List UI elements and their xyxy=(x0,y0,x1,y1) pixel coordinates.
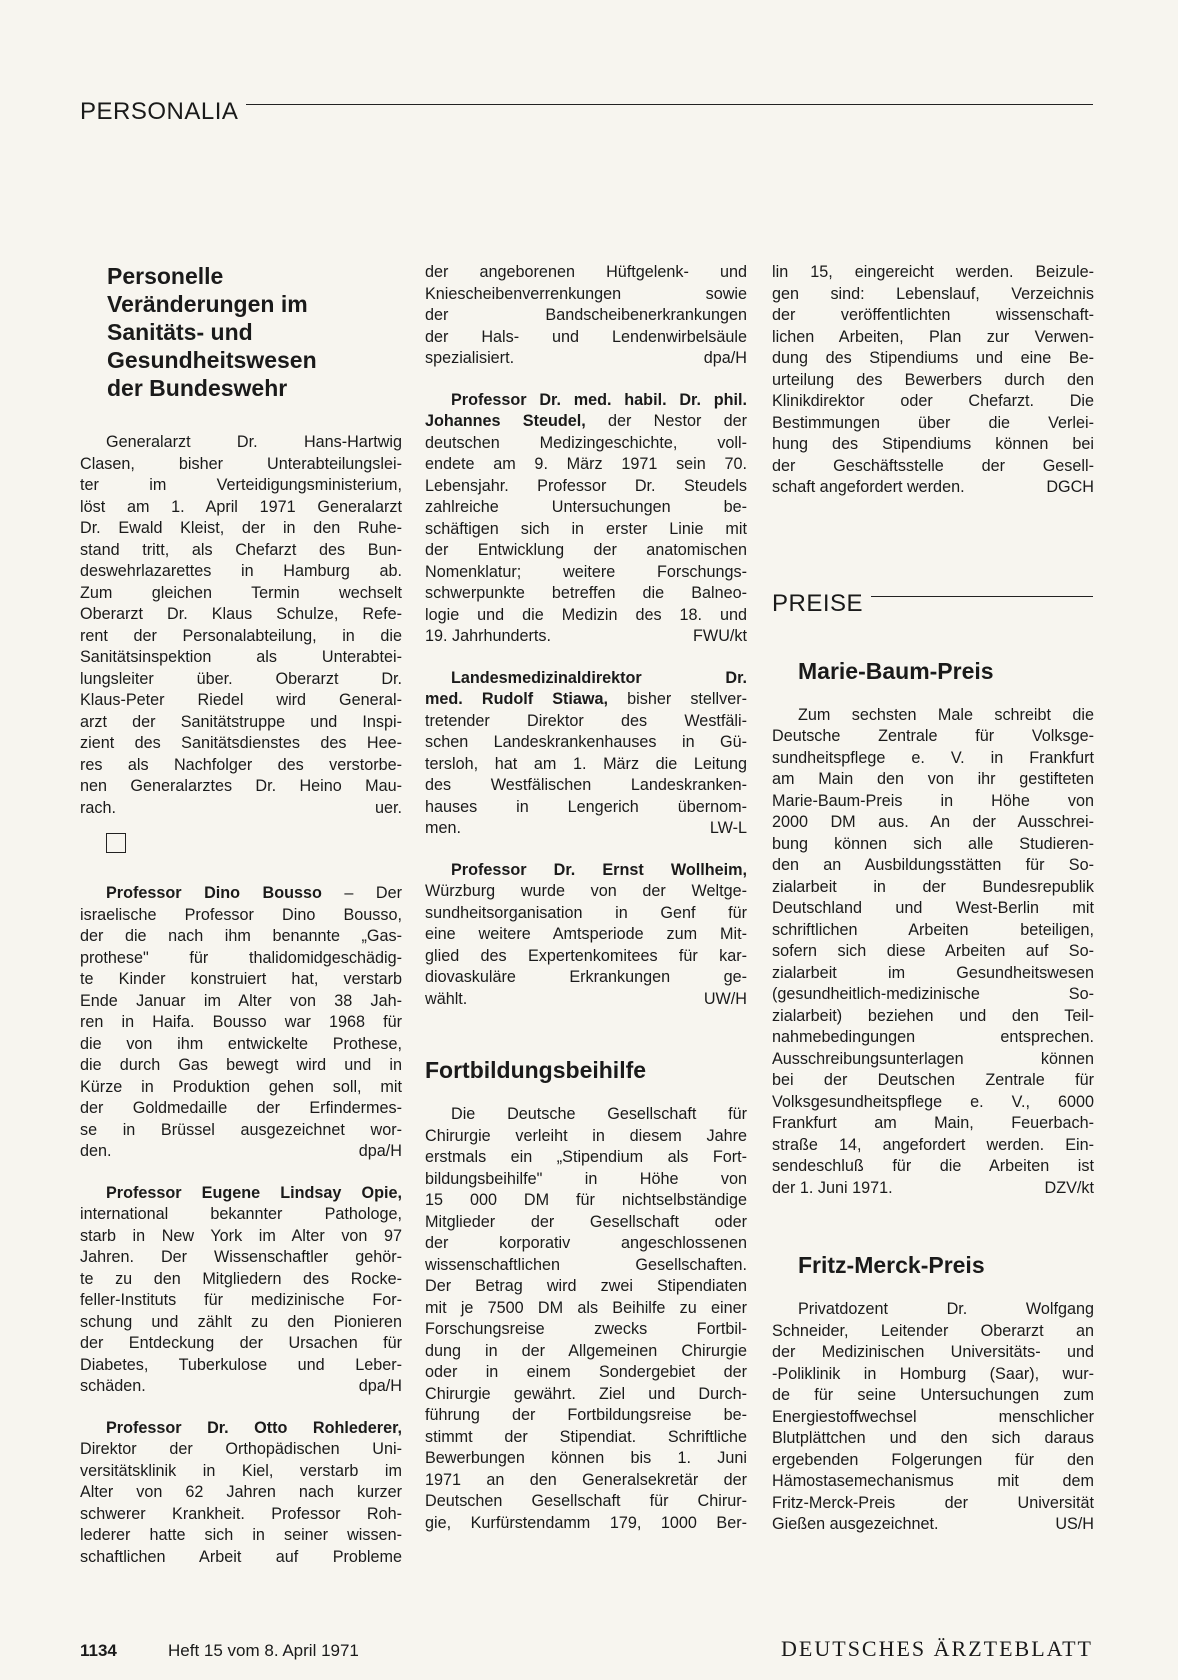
text-line: schwerpunkte betreffen die Balneo- xyxy=(425,584,747,602)
text-line: Nomenklatur; weitere Forschungs- xyxy=(425,562,747,581)
text-line xyxy=(425,668,747,690)
text-line: Forschungsreise zwecks Fortbil- xyxy=(425,1320,747,1338)
text-line: Chirurgie gewährt. Ziel und Durch- xyxy=(425,1384,747,1403)
article-steudel xyxy=(425,390,747,648)
heading-line: Personelle xyxy=(107,263,224,289)
text-line: sundheitsorganisation in Genf für xyxy=(425,903,747,922)
text-line: Frankfurt am Main, Feuerbach- xyxy=(772,1114,1094,1132)
article-fortbildungsbeihilfe-cont xyxy=(772,262,1094,499)
text-line: 2000 DM aus. An der Ausschrei- xyxy=(772,813,1094,831)
text-line: Schneider, Leitender Oberarzt an xyxy=(772,1321,1094,1340)
last-line xyxy=(772,1178,1094,1200)
text-line: Blutplättchen und den sich daraus xyxy=(772,1429,1094,1447)
issue-info: Heft 15 vom 8. April 1971 xyxy=(168,1641,359,1660)
text-line: wählt. xyxy=(425,989,468,1008)
text-line: Sanitätsinspektion als Unterabtei- xyxy=(80,648,402,666)
person-name: Johannes Steudel, xyxy=(425,412,586,430)
text-line: Volksgesundheitspflege e. V., 6000 xyxy=(772,1092,1094,1111)
text-line xyxy=(80,1183,402,1205)
article-marie-baum-preis xyxy=(772,657,1094,1200)
text-line: oder in einem Sondergebiet der xyxy=(425,1363,747,1381)
text-line: Hämostasemechanismus mit dem xyxy=(772,1472,1094,1490)
article-opie xyxy=(80,1183,402,1398)
article-bundeswehr xyxy=(80,262,402,819)
text-line: hauses in Lengerich übernom- xyxy=(425,797,747,816)
section-title: PERSONALIA xyxy=(80,98,239,125)
article-heading xyxy=(107,262,402,402)
person-name: Professor Dr. med. habil. Dr. phil. xyxy=(451,390,747,409)
person-name: Professor Dr. Otto Rohlederer, xyxy=(106,1418,402,1437)
text-line: de für seine Untersuchungen zum xyxy=(772,1386,1094,1404)
article-bousso xyxy=(80,883,402,1163)
text-line: Oberarzt Dr. Klaus Schulze, Refe- xyxy=(80,605,402,623)
text-line: Lebensjahr. Professor Dr. Steudels xyxy=(425,476,747,495)
last-line xyxy=(425,818,747,840)
section-header-personalia xyxy=(80,100,1093,124)
text-line: Deutsche Zentrale für Volksge- xyxy=(772,727,1094,745)
text-line: hung des Stipendiums können bei xyxy=(772,435,1094,453)
text-line: den an Ausbildungsstätten für So- xyxy=(772,856,1094,874)
text-fragment: der Nestor der xyxy=(585,412,747,430)
text-line: men. xyxy=(425,819,461,837)
text-line: te Kinder konstruiert hat, verstarb xyxy=(80,970,402,988)
text-line: zahlreiche Untersuchungen be- xyxy=(425,498,747,516)
text-line: Ende Januar im Alter von 38 Jah- xyxy=(80,991,402,1010)
text-line: nen Generalarztes Dr. Heino Mau- xyxy=(80,777,402,795)
text-line: diovaskuläre Erkrankungen ge- xyxy=(425,968,747,986)
source-tag: UW/H xyxy=(703,989,747,1008)
text-line xyxy=(425,390,747,412)
text-line: Klaus-Peter Riedel wird General- xyxy=(80,691,402,709)
text-line: schen Landeskrankenhauses in Gü- xyxy=(425,733,747,751)
text-line: Zum gleichen Termin wechselt xyxy=(80,583,402,602)
heading-line: Gesundheitswesen xyxy=(107,347,317,373)
text-line: Energiestoffwechsel menschlicher xyxy=(772,1407,1094,1426)
text-line: des Westfälischen Landeskranken- xyxy=(425,776,747,794)
heading-line: Veränderungen im xyxy=(107,291,308,317)
text-line: 1971 an den Generalsekretär der xyxy=(425,1470,747,1489)
last-line xyxy=(425,626,747,648)
text-line: der Bandscheibenerkrankungen xyxy=(425,306,747,324)
text-line: Chirurgie verleiht in diesem Jahre xyxy=(425,1126,747,1145)
text-line: schung und zählt zu den Pionieren xyxy=(80,1312,402,1331)
text-line: stand tritt, als Chefarzt des Bun- xyxy=(80,540,402,559)
section-rule xyxy=(871,596,1093,597)
text-line: am Main den von ihr gestifteten xyxy=(772,770,1094,788)
text-line: starb in New York im Alter von 97 xyxy=(80,1226,402,1245)
text-line: der Medizinischen Universitäts- und xyxy=(772,1343,1094,1361)
text-line: eine weitere Amtsperiode zum Mit- xyxy=(425,925,747,943)
text-line: schaft angefordert werden. xyxy=(772,478,965,496)
text-line: erstmals ein „Stipendium als Fort- xyxy=(425,1148,747,1166)
text-line: Privatdozent Dr. Wolfgang xyxy=(798,1300,1094,1318)
page-footer xyxy=(80,1636,1093,1662)
text-line xyxy=(425,860,747,882)
last-line xyxy=(80,798,402,820)
text-line: Kürze in Produktion gehen soll, mit xyxy=(80,1077,402,1096)
article-rohlederer-cont xyxy=(425,262,747,370)
text-line: Clasen, bisher Unterabteilungslei- xyxy=(80,454,402,473)
text-line: straße 14, angefordert werden. Ein- xyxy=(772,1135,1094,1154)
text-line xyxy=(80,883,402,905)
text-line: der Goldmedaille der Erfindermes- xyxy=(80,1099,402,1117)
text-line: zialarbeit im Gesundheitswesen xyxy=(772,963,1094,982)
text-line: rach. xyxy=(80,798,116,817)
person-name: Landesmedizinaldirektor Dr. xyxy=(451,668,747,687)
text-line: die von ihm entwickelte Prothese, xyxy=(80,1034,402,1053)
text-line: ren in Haifa. Bousso war 1968 für xyxy=(80,1013,402,1031)
article-fortbildungsbeihilfe xyxy=(425,1056,747,1534)
text-line: Deutschen Gesellschaft für Chirur- xyxy=(425,1492,747,1510)
last-line xyxy=(425,989,747,1011)
text-line: der Entdeckung der Ursachen für xyxy=(80,1334,402,1352)
text-line: lederer hatte sich in seiner wissen- xyxy=(80,1526,402,1544)
text-line: gie, Kurfürstendamm 179, 1000 Ber- xyxy=(425,1513,747,1532)
text-line: Bewerbungen können bis 1. Juni xyxy=(425,1449,747,1467)
text-line: zialarbeit in der Bundesrepublik xyxy=(772,877,1094,896)
text-line: te zu den Mitgliedern des Rocke- xyxy=(80,1269,402,1288)
text-line: deutschen Medizingeschichte, voll- xyxy=(425,433,747,452)
text-line: Bestimmungen über die Verlei- xyxy=(772,413,1094,432)
article-rohlederer xyxy=(80,1418,402,1569)
text-line: schäftigen sich in erster Linie mit xyxy=(425,519,747,538)
text-line: Jahren. Der Wissenschaftler gehör- xyxy=(80,1248,402,1266)
text-line: feller-Instituts für medizinische For- xyxy=(80,1291,402,1309)
text-line: nahmebedingungen entsprechen. xyxy=(772,1028,1094,1046)
heading-line: Sanitäts- und xyxy=(107,319,253,345)
text-line: stimmt der Stipendiat. Schriftliche xyxy=(425,1427,747,1446)
column-2 xyxy=(425,262,747,1534)
text-line: den. xyxy=(80,1142,112,1160)
article-wollheim xyxy=(425,860,747,1011)
page-number: 1134 xyxy=(80,1641,117,1660)
journal-title: DEUTSCHES ÄRZTEBLATT xyxy=(781,1636,1093,1661)
text-line: res als Nachfolger des verstorbe- xyxy=(80,755,402,774)
text-line: der die nach ihm benannte „Gas- xyxy=(80,927,402,945)
text-line: Zum sechsten Male schreibt die xyxy=(798,705,1094,724)
text-line: Der Betrag wird zwei Stipendiaten xyxy=(425,1277,747,1295)
text-line: die durch Gas bewegt wird und in xyxy=(80,1056,402,1074)
text-line: lichen Arbeiten, Plan zur Verwen- xyxy=(772,327,1094,346)
text-line: spezialisiert. xyxy=(425,349,515,367)
person-name: Professor Dino Bousso xyxy=(106,884,322,902)
text-line xyxy=(425,411,747,433)
heading-line: der Bundeswehr xyxy=(107,375,288,401)
section-rule xyxy=(246,104,1093,105)
text-line: bei der Deutschen Zentrale für xyxy=(772,1071,1094,1089)
text-line: -Poliklinik in Homburg (Saar), wur- xyxy=(772,1364,1094,1383)
text-line: (gesundheitlich-medizinische So- xyxy=(772,985,1094,1003)
text-line: glied des Expertenkomitees für kar- xyxy=(425,946,747,965)
text-line: lin 15, eingereicht werden. Beizule- xyxy=(772,263,1094,281)
person-name: med. Rudolf Stiawa, xyxy=(425,690,609,708)
article-body xyxy=(80,432,402,454)
text-line: der Geschäftsstelle der Gesell- xyxy=(772,456,1094,475)
text-line: 19. Jahrhunderts. xyxy=(425,627,551,645)
text-line: Marie-Baum-Preis in Höhe von xyxy=(772,791,1094,810)
text-line: sendeschluß für die Arbeiten ist xyxy=(772,1157,1094,1175)
text-line: sundheitspflege e. V. in Frankfurt xyxy=(772,748,1094,767)
text-line: führung der Fortbildungsreise be- xyxy=(425,1406,747,1424)
text-line: zient des Sanitätsdienstes des Hee- xyxy=(80,734,402,752)
article-heading: Fortbildungsbeihilfe xyxy=(425,1057,647,1083)
text-line: Alter von 62 Jahren nach kurzer xyxy=(80,1483,402,1501)
article-stiawa xyxy=(425,668,747,840)
text-line xyxy=(425,689,747,711)
text-line: rent der Personalabteilung, in die xyxy=(80,626,402,645)
text-line: dung in der Allgemeinen Chirurgie xyxy=(425,1341,747,1360)
source-tag: dpa/H xyxy=(703,349,747,367)
text-line: international bekannter Pathologe, xyxy=(80,1205,402,1223)
text-line: der angeborenen Hüftgelenk- und xyxy=(425,263,747,281)
source-tag: dpa/H xyxy=(358,1377,402,1395)
text-line: israelische Professor Dino Bousso, xyxy=(80,905,402,924)
text-line: ter im Verteidigungsministerium, xyxy=(80,476,402,494)
text-line: Gießen ausgezeichnet. xyxy=(772,1515,939,1533)
text-line: der Entwicklung der anatomischen xyxy=(425,541,747,559)
text-line: lungsleiter über. Oberarzt Dr. xyxy=(80,669,402,688)
text-line: Mitglieder der Gesellschaft oder xyxy=(425,1212,747,1231)
text-line: tersloh, hat am 1. März die Leitung xyxy=(425,754,747,773)
text-line: 15 000 DM für nichtselbständige xyxy=(425,1191,747,1209)
end-mark-icon xyxy=(106,833,126,853)
text-line: löst am 1. April 1971 Generalarzt xyxy=(80,497,402,516)
section-header-preise xyxy=(772,592,1093,616)
text-line: der 1. Juni 1971. xyxy=(772,1178,893,1197)
article-heading: Marie-Baum-Preis xyxy=(798,657,994,684)
source-tag: DZV/kt xyxy=(1044,1178,1094,1197)
text-line: schriftlichen Arbeiten beteiligen, xyxy=(772,920,1094,939)
text-line xyxy=(80,1418,402,1440)
article-heading: Fritz-Merck-Preis xyxy=(798,1252,985,1278)
text-line: schaftlichen Arbeit auf Probleme xyxy=(80,1547,402,1566)
source-tag: LW-L xyxy=(709,819,747,837)
text-line: schwerer Krankheit. Professor Roh- xyxy=(80,1504,402,1523)
text-fragment: bisher stellver- xyxy=(608,690,747,708)
section-title: PREISE xyxy=(772,590,864,617)
person-name: Professor Dr. Ernst Wollheim, xyxy=(451,860,747,879)
source-tag: DGCH xyxy=(1046,478,1094,496)
text-line: Generalarzt Dr. Hans-Hartwig xyxy=(106,433,402,451)
text-line: der veröffentlichten wissenschaft- xyxy=(772,306,1094,324)
article-body-cont xyxy=(80,454,402,820)
text-line: gen sind: Lebenslauf, Verzeichnis xyxy=(772,284,1094,303)
person-name: Professor Eugene Lindsay Opie, xyxy=(106,1183,402,1202)
last-line xyxy=(425,348,747,370)
text-line: Kniescheibenverrenkungen sowie xyxy=(425,284,747,303)
text-line: bung können sich alle Studieren- xyxy=(772,834,1094,853)
text-line: Die Deutsche Gesellschaft für xyxy=(451,1105,747,1123)
text-line: Deutschland und West-Berlin mit xyxy=(772,899,1094,917)
text-line: Ausschreibungsunterlagen können xyxy=(772,1049,1094,1068)
text-line: mit je 7500 DM als Beihilfe zu einer xyxy=(425,1298,747,1317)
text-line: versitätsklinik in Kiel, verstarb im xyxy=(80,1461,402,1480)
text-line: tretender Direktor des Westfäli- xyxy=(425,711,747,730)
text-line: wissenschaftlichen Gesellschaften. xyxy=(425,1255,747,1274)
column-1 xyxy=(80,262,402,1568)
last-line xyxy=(80,1141,402,1163)
text-fragment: – Der xyxy=(321,884,402,902)
text-line: urteilung des Bewerbers durch den xyxy=(772,370,1094,389)
text-line: Würzburg wurde von der Weltge- xyxy=(425,882,747,900)
text-line: der Hals- und Lendenwirbelsäule xyxy=(425,327,747,346)
last-line xyxy=(772,477,1094,499)
last-line xyxy=(772,1514,1094,1536)
text-line: Klinikdirektor oder Chefarzt. Die xyxy=(772,392,1094,410)
text-line: dung des Stipendiums und eine Be- xyxy=(772,349,1094,367)
text-line: endete am 9. März 1971 sein 70. xyxy=(425,455,747,473)
article-fritz-merck-preis xyxy=(772,1251,1094,1536)
text-line: arzt der Sanitätstruppe und Inspi- xyxy=(80,712,402,731)
source-tag: uer. xyxy=(375,798,402,817)
text-line: logie und die Medizin des 18. und xyxy=(425,605,747,624)
text-line: Diabetes, Tuberkulose und Leber- xyxy=(80,1355,402,1374)
text-line: der korporativ angeschlossenen xyxy=(425,1234,747,1252)
last-line xyxy=(80,1376,402,1398)
text-line: sofern sich diese Arbeiten auf So- xyxy=(772,942,1094,960)
text-line: Direktor der Orthopädischen Uni- xyxy=(80,1440,402,1458)
text-line: zialarbeit) beziehen und den Teil- xyxy=(772,1006,1094,1025)
text-line: prothese" für thalidomidgeschädig- xyxy=(80,948,402,967)
text-line: Fritz-Merck-Preis der Universität xyxy=(772,1493,1094,1512)
source-tag: dpa/H xyxy=(358,1142,402,1160)
source-tag: US/H xyxy=(1055,1515,1094,1533)
text-line: se in Brüssel ausgezeichnet wor- xyxy=(80,1120,402,1139)
text-line: schäden. xyxy=(80,1377,146,1395)
text-line: bildungsbeihilfe" in Höhe von xyxy=(425,1169,747,1188)
text-line: Dr. Ewald Kleist, der in den Ruhe- xyxy=(80,519,402,537)
source-tag: FWU/kt xyxy=(693,627,747,645)
text-line: deswehrlazarettes in Hamburg ab. xyxy=(80,562,402,580)
column-3 xyxy=(772,262,1094,1536)
text-line: ergebenden Folgerungen für den xyxy=(772,1450,1094,1469)
